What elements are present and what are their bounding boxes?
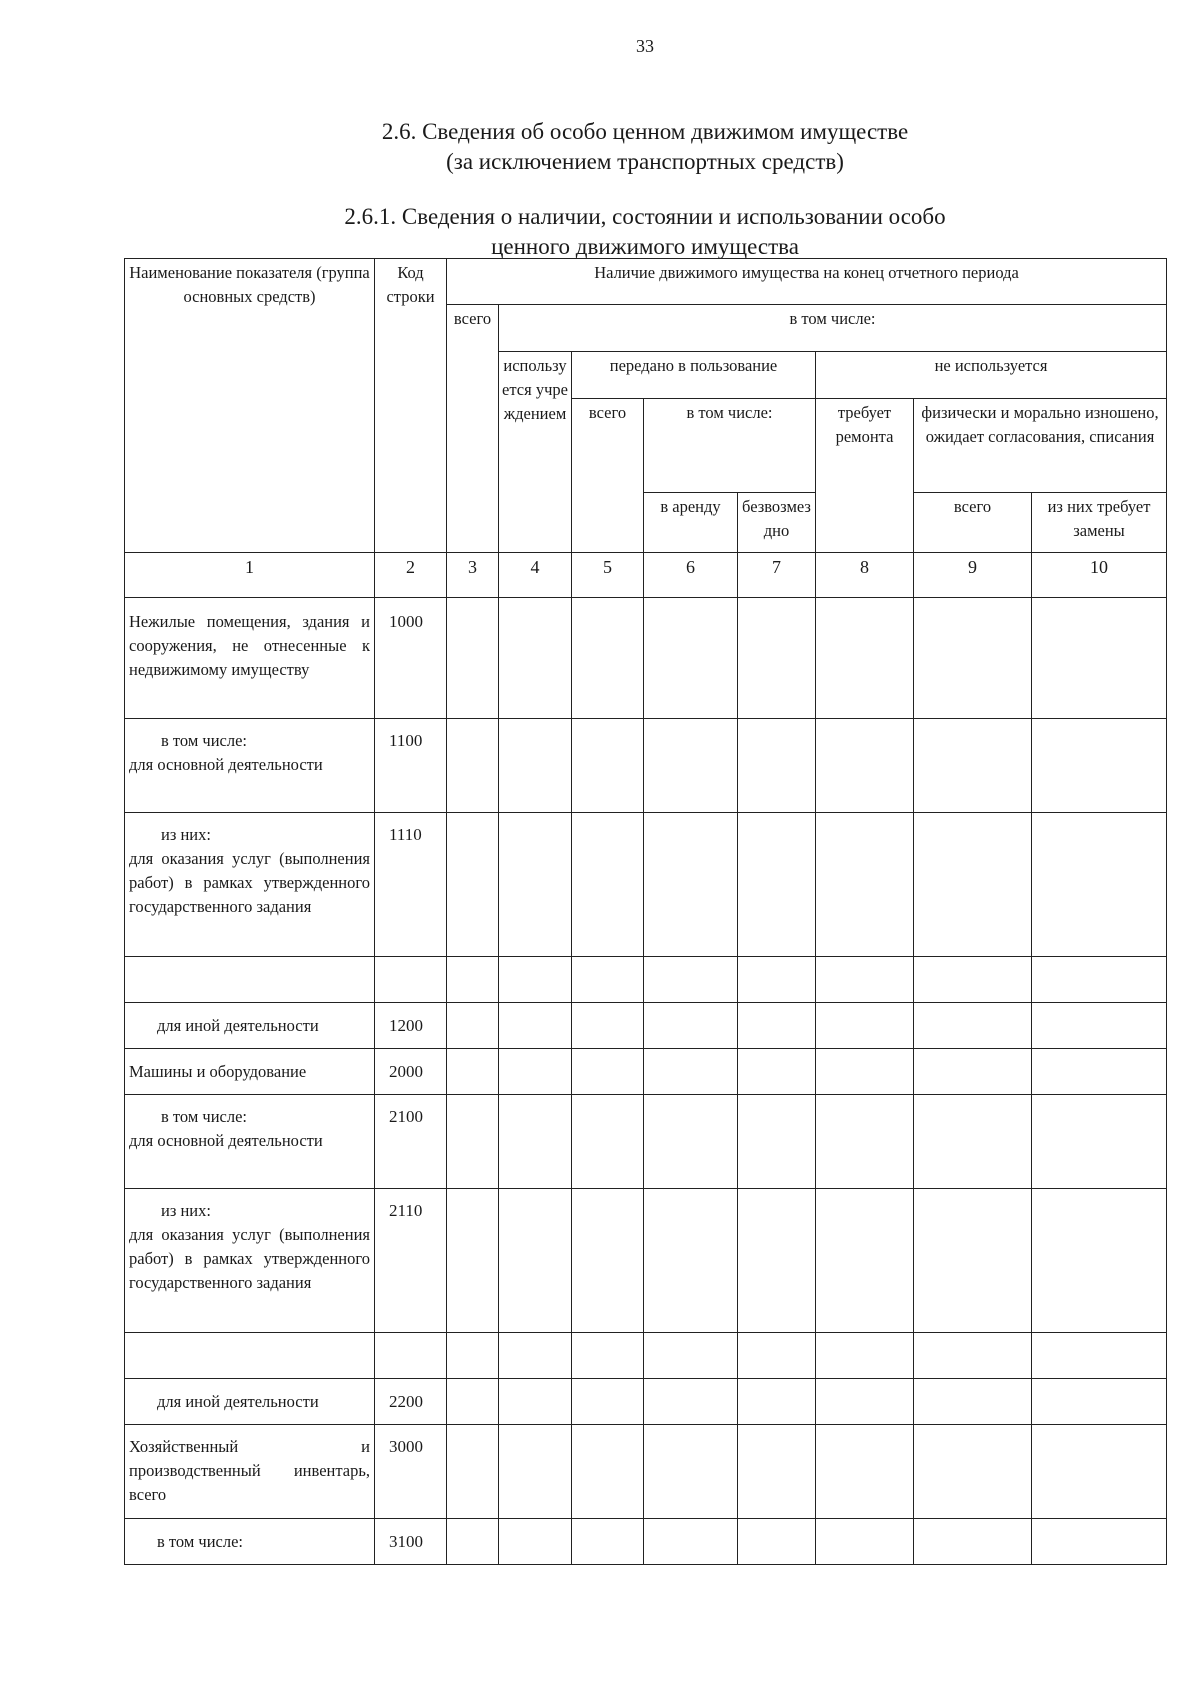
row-label: Хозяйственный и производственный инвентарь, всего xyxy=(129,1437,370,1504)
row-label: в том числе: xyxy=(125,1519,375,1565)
row-code: 3000 xyxy=(375,1425,447,1519)
subsection-title: 2.6.1. Сведения о наличии, состоянии и использовании особо xyxy=(344,204,946,229)
row-label: Машины и оборудование xyxy=(125,1049,375,1095)
table-row xyxy=(125,1049,1167,1095)
column-number: 2 xyxy=(375,553,447,598)
row-code: 2110 xyxy=(375,1189,447,1333)
table-row xyxy=(125,598,1167,719)
row-code: 3100 xyxy=(375,1519,447,1565)
header-including: в том числе: xyxy=(499,305,1167,352)
row-code: 1110 xyxy=(375,813,447,957)
header-used-by-institution: используется учреждением xyxy=(499,352,572,553)
column-number: 6 xyxy=(644,553,738,598)
property-table xyxy=(124,258,1167,1565)
header-free-of-charge: безвозмездно xyxy=(738,493,816,553)
column-number: 4 xyxy=(499,553,572,598)
table-row xyxy=(125,1333,1167,1379)
header-worn-out: физически и морально изношено, ожидает согласования, списания xyxy=(914,399,1167,493)
header-transferred-including: в том числе: xyxy=(644,399,816,493)
row-label: из них: xyxy=(161,825,211,844)
row-label: для иной деятельности xyxy=(125,1379,375,1425)
row-label: Нежилые помещения, здания и сооружения, не отнесенные к недвижимому имуществу xyxy=(129,612,370,679)
row-label: для основной деятельности xyxy=(129,1131,323,1150)
header-total: всего xyxy=(447,305,499,553)
column-number: 7 xyxy=(738,553,816,598)
table-row xyxy=(125,813,1167,957)
table-row xyxy=(125,1379,1167,1425)
table-row xyxy=(125,1189,1167,1333)
row-code: 2000 xyxy=(375,1049,447,1095)
section-title-continued: (за исключением транспортных средств) xyxy=(446,149,844,174)
header-needs-replacement: из них требует замены xyxy=(1032,493,1167,553)
column-number: 5 xyxy=(572,553,644,598)
row-code: 2100 xyxy=(375,1095,447,1189)
row-label: для оказания услуг (выполнения работ) в рамках утвержденного государственного задания xyxy=(129,849,370,916)
row-code: 1000 xyxy=(375,598,447,719)
header-transferred: передано в пользование xyxy=(572,352,816,399)
header-name: Наименование показателя (группа основных средств) xyxy=(125,259,375,553)
section-title: 2.6. Сведения об особо ценном движимом имуществе xyxy=(381,119,909,144)
row-label: для оказания услуг (выполнения работ) в рамках утвержденного государственного задания xyxy=(129,1225,370,1292)
page-number: 33 xyxy=(636,36,654,56)
column-number: 1 xyxy=(125,553,375,598)
table-row xyxy=(125,957,1167,1003)
header-transferred-total: всего xyxy=(572,399,644,553)
row-label: для основной деятельности xyxy=(129,755,323,774)
column-number: 9 xyxy=(914,553,1032,598)
table-row xyxy=(125,1519,1167,1565)
header-for-rent: в аренду xyxy=(644,493,738,553)
row-code: 2200 xyxy=(375,1379,447,1425)
table-row xyxy=(125,1425,1167,1519)
table-row xyxy=(125,1003,1167,1049)
header-code: Код строки xyxy=(375,259,447,553)
header-availability: Наличие движимого имущества на конец отчетного периода xyxy=(447,259,1167,305)
row-code: 1200 xyxy=(375,1003,447,1049)
column-number: 3 xyxy=(447,553,499,598)
column-number: 10 xyxy=(1032,553,1167,598)
row-label: из них: xyxy=(161,1201,211,1220)
row-label: в том числе: xyxy=(161,1107,248,1126)
column-number: 8 xyxy=(816,553,914,598)
row-code: 1100 xyxy=(375,719,447,813)
table-row xyxy=(125,1095,1167,1189)
header-worn-total: всего xyxy=(914,493,1032,553)
row-label: в том числе: xyxy=(161,731,248,750)
row-label: для иной деятельности xyxy=(125,1003,375,1049)
table-row xyxy=(125,719,1167,813)
header-not-used: не используется xyxy=(816,352,1167,399)
header-needs-repair: требует ремонта xyxy=(816,399,914,553)
subsection-title-continued: ценного движимого имущества xyxy=(491,234,799,259)
